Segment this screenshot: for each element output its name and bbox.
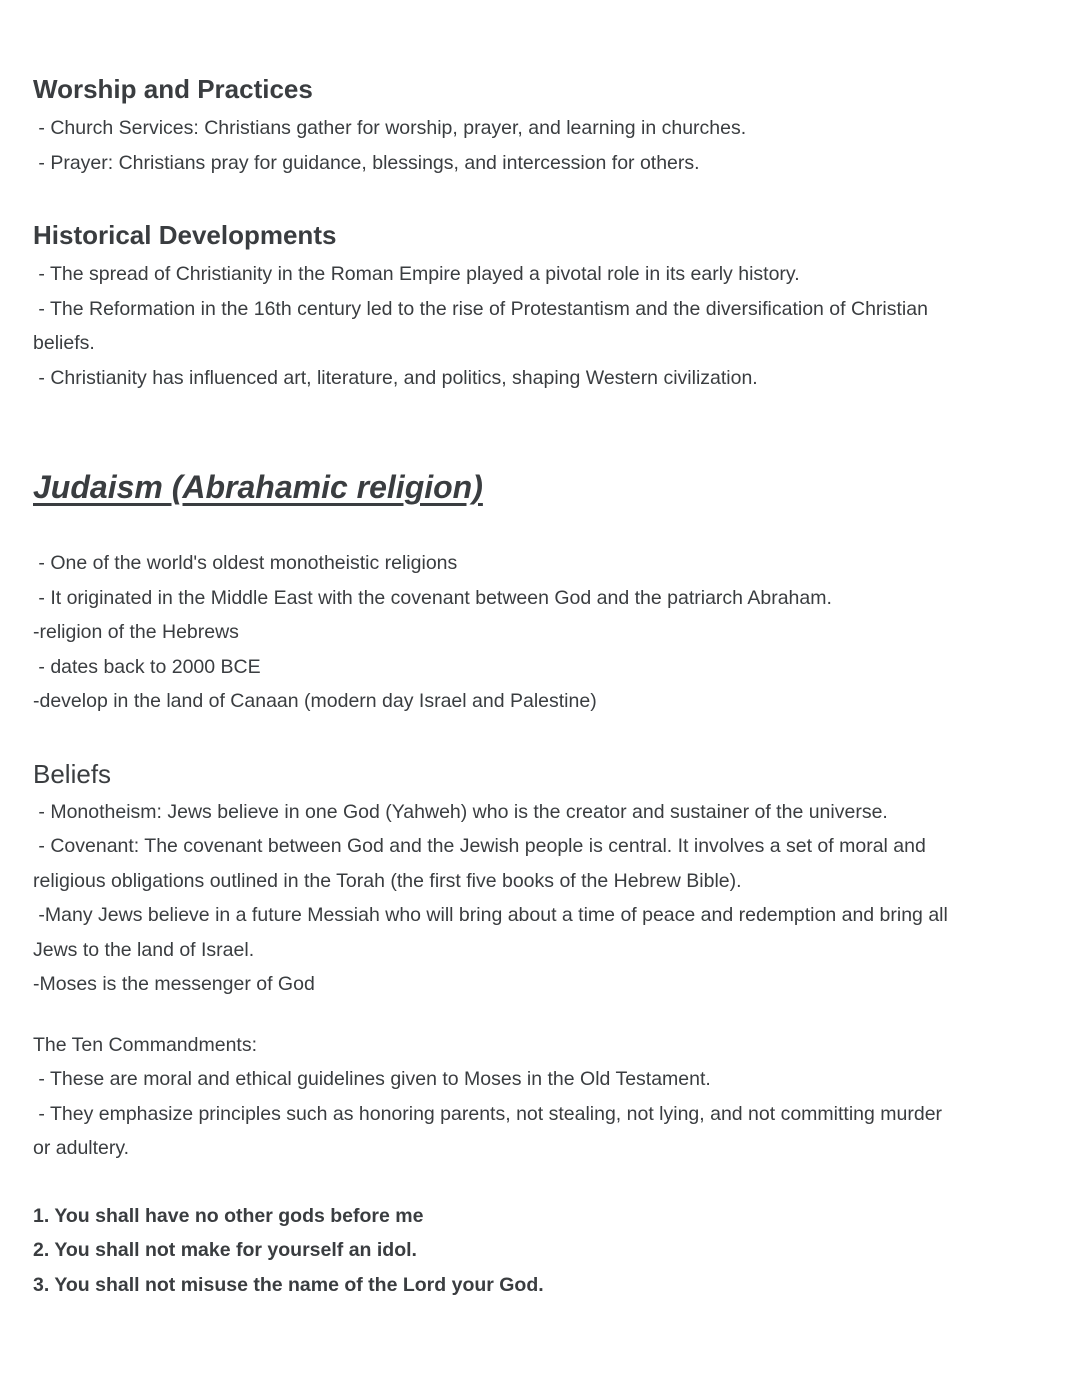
commandment-3: 3. You shall not misuse the name of the Lord your God. <box>33 1273 544 1296</box>
note-line-originated: - It originated in the Middle East with the covenant between God and the patriarch Abraham. <box>33 586 832 609</box>
note-line-moses: -Moses is the messenger of God <box>33 973 315 995</box>
note-line-guidelines: - These are moral and ethical guidelines given to Moses in the Old Testament. <box>33 1068 711 1090</box>
commandment-1: 1. You shall have no other gods before me <box>33 1204 424 1227</box>
beliefs-notes <box>33 795 1060 1002</box>
commandment-2: 2. You shall not make for yourself an idol. <box>33 1239 417 1261</box>
judaism-notes <box>33 546 1060 719</box>
commandments-list <box>33 1199 1060 1303</box>
note-line-spread: - The spread of Christianity in the Roman Empire played a pivotal role in its early history. <box>33 263 800 285</box>
note-line-monotheism: - Monotheism: Jews believe in one God (Yahweh) who is the creator and sustainer of the universe. <box>33 800 888 823</box>
note-line-dates-back: - dates back to 2000 BCE <box>33 655 261 678</box>
note-line-covenant-cont: religious obligations outlined in the Torah (the first five books of the Hebrew Bible). <box>33 869 742 892</box>
heading-beliefs: Beliefs <box>33 758 112 789</box>
note-line-principles: - They emphasize principles such as honoring parents, not stealing, not lying, and not committing murder <box>33 1102 943 1125</box>
note-line-hebrews: -religion of the Hebrews <box>33 621 239 643</box>
worship-notes <box>33 111 1060 180</box>
historical-notes <box>33 257 1060 395</box>
note-line-messiah-cont: Jews to the land of Israel. <box>33 938 255 961</box>
note-line-principles-cont: or adultery. <box>33 1137 130 1159</box>
note-line-oldest-religion: - One of the world's oldest monotheistic religions <box>33 552 458 574</box>
note-line-church-services: - Church Services: Christians gather for worship, prayer, and learning in churches. <box>33 117 747 139</box>
note-line-influence: - Christianity has influenced art, literature, and politics, shaping Western civilization. <box>33 366 758 389</box>
note-line-reformation-cont: beliefs. <box>33 332 95 354</box>
ten-commandments-notes <box>33 1028 1060 1166</box>
heading-historical-developments: Historical Developments <box>33 220 337 250</box>
note-line-canaan: -develop in the land of Canaan (modern day Israel and Palestine) <box>33 690 597 712</box>
note-line-prayer: - Prayer: Christians pray for guidance, blessings, and intercession for others. <box>33 151 700 174</box>
note-line-covenant: - Covenant: The covenant between God and the Jewish people is central. It involves a set of moral and <box>33 835 926 857</box>
note-line-reformation: - The Reformation in the 16th century led to the rise of Protestantism and the diversification of Christian <box>33 297 928 320</box>
heading-judaism-title: Judaism (Abrahamic religion) <box>33 469 483 505</box>
note-line-ten-commandments-intro: The Ten Commandments: <box>33 1033 257 1056</box>
note-line-messiah: -Many Jews believe in a future Messiah who will bring about a time of peace and redemption and bring all <box>33 904 948 926</box>
heading-worship-and-practices: Worship and Practices <box>33 74 313 104</box>
